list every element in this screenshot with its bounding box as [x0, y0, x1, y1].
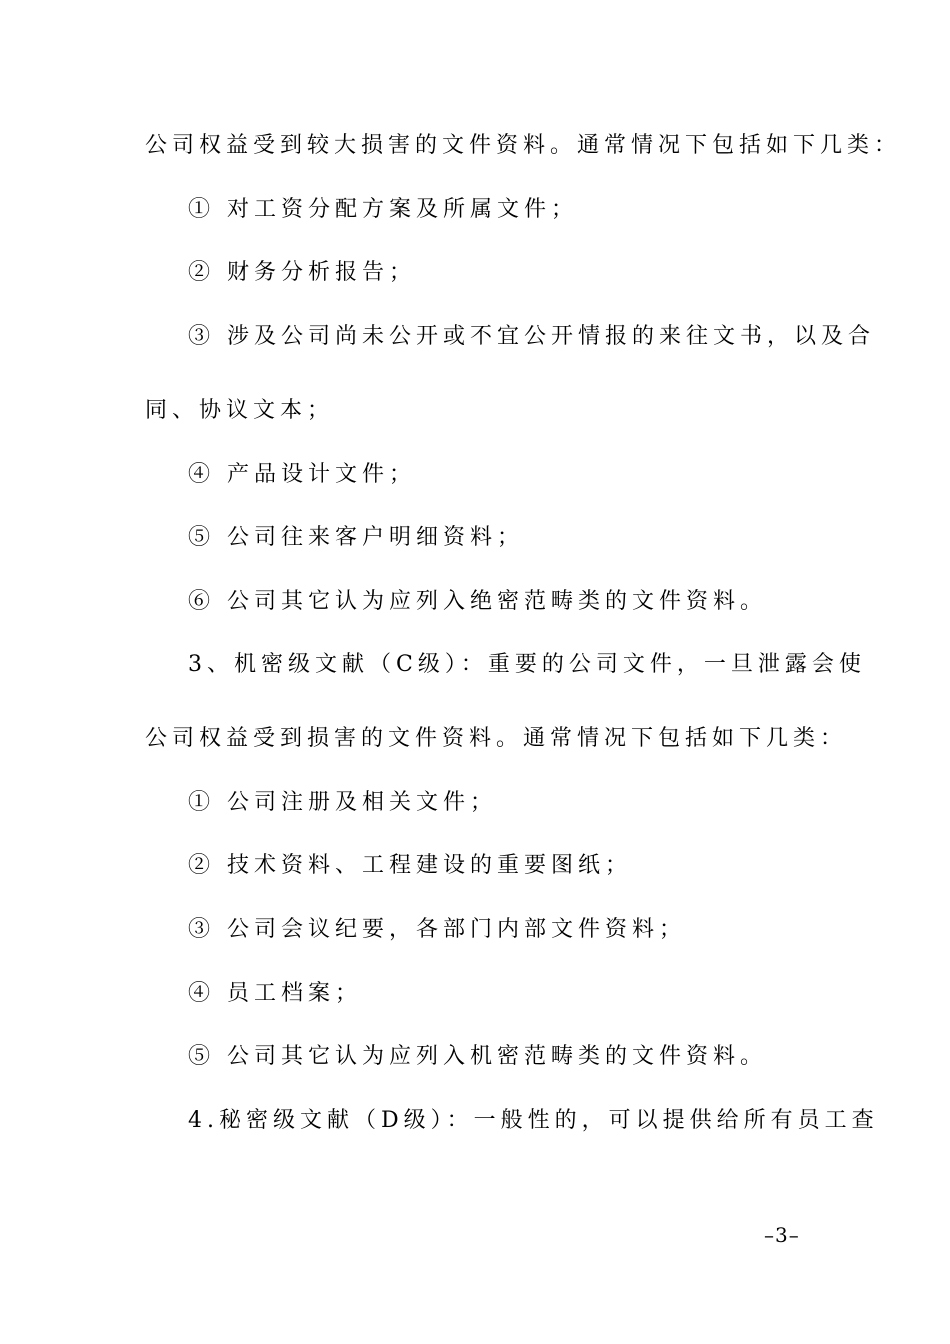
paragraph-line: 公司权益受到损害的文件资料。通常情况下包括如下几类：: [145, 726, 848, 751]
list-item: ④ 员工档案；: [188, 981, 362, 1006]
section-heading-line: 4.秘密级文献（D级）：一般性的，可以提供给所有员工查: [188, 1108, 879, 1133]
list-item: ⑤ 公司其它认为应列入机密范畴类的文件资料。: [188, 1044, 767, 1069]
page-number: –3–: [764, 1223, 800, 1247]
list-item: ③ 公司会议纪要，各部门内部文件资料；: [188, 917, 686, 942]
list-item: ⑤ 公司往来客户明细资料；: [188, 525, 524, 550]
paragraph-line: 公司权益受到较大损害的文件资料。通常情况下包括如下几类：: [145, 133, 902, 158]
paragraph-line: 同、协议文本；: [145, 398, 335, 423]
list-item: ④ 产品设计文件；: [188, 462, 416, 487]
list-item: ⑥ 公司其它认为应列入绝密范畴类的文件资料。: [188, 589, 767, 614]
list-item: ③ 涉及公司尚未公开或不宜公开情报的来往文书，以及合: [188, 324, 875, 349]
list-item: ① 公司注册及相关文件；: [188, 790, 497, 815]
list-item: ② 财务分析报告；: [188, 260, 416, 285]
section-heading-line: 3、机密级文献（C级）：重要的公司文件，一旦泄露会使: [188, 652, 866, 677]
list-item: ② 技术资料、工程建设的重要图纸；: [188, 853, 632, 878]
list-item: ① 对工资分配方案及所属文件；: [188, 197, 578, 222]
